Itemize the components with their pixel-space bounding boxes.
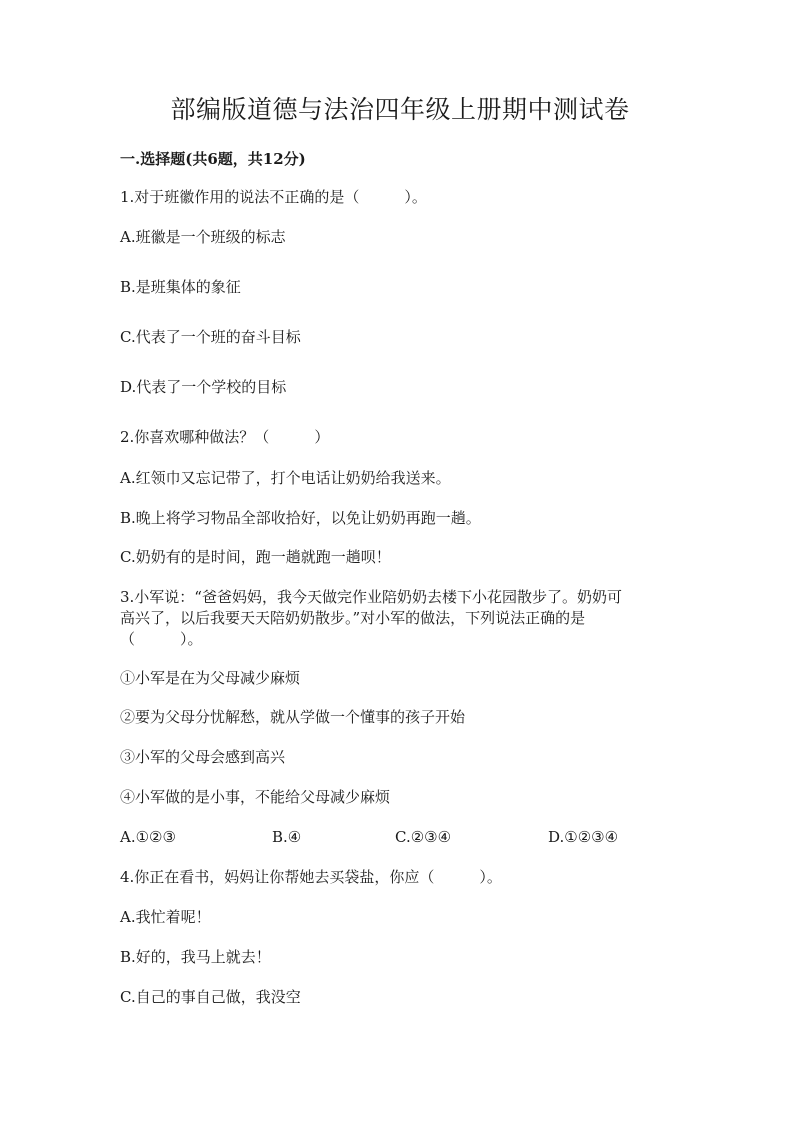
question-1-option-b: B.是班集体的象征 [120, 278, 241, 296]
question-4-option-c: C.自己的事自己做，我没空 [120, 988, 301, 1006]
question-1-option-d: D.代表了一个学校的目标 [120, 378, 287, 396]
question-2-option-a: A.红领巾又忘记带了，打个电话让奶奶给我送来。 [120, 469, 451, 487]
question-3-stem-line-3: （ ）。 [120, 630, 203, 648]
question-4-stem: 4.你正在看书，妈妈让你帮她去买袋盐，你应（ ）。 [120, 868, 502, 886]
question-3-option-c: C.②③④ [395, 828, 452, 846]
question-3-statement-3: ③小军的父母会感到高兴 [120, 748, 286, 766]
question-3-statement-1: ①小军是在为父母减少麻烦 [120, 669, 301, 687]
question-3-statement-2: ②要为父母分忧解愁，就从学做一个懂事的孩子开始 [120, 708, 466, 726]
question-3-option-d: D.①②③④ [548, 828, 619, 846]
question-3-statement-4: ④小军做的是小事，不能给父母减少麻烦 [120, 788, 391, 806]
question-3-stem-line-1: 3.小军说：“爸爸妈妈，我今天做完作业陪奶奶去楼下小花园散步了。奶奶可 [120, 588, 622, 606]
question-4-option-a: A.我忙着呢！ [120, 908, 211, 926]
question-2-option-b: B.晚上将学习物品全部收拾好，以免让奶奶再跑一趟。 [120, 509, 481, 527]
question-2-stem: 2.你喜欢哪种做法？（ ） [120, 428, 330, 446]
section-heading: 一.选择题(共6题，共12分) [120, 150, 306, 168]
question-1-option-a: A.班徽是一个班级的标志 [120, 228, 286, 246]
question-3-option-b: B.④ [272, 828, 302, 846]
question-4-option-b: B.好的，我马上就去！ [120, 948, 271, 966]
page-title: 部编版道德与法治四年级上册期中测试卷 [170, 95, 630, 124]
question-3-options-row [120, 826, 680, 848]
question-3-option-a: A.①②③ [120, 828, 176, 846]
question-1-option-c: C.代表了一个班的奋斗目标 [120, 328, 301, 346]
question-1-stem: 1.对于班徽作用的说法不正确的是（ ）。 [120, 188, 427, 206]
question-3-stem-line-2: 高兴了，以后我要天天陪奶奶散步。”对小军的做法，下列说法正确的是 [120, 609, 586, 627]
question-2-option-c: C.奶奶有的是时间，跑一趟就跑一趟呗！ [120, 548, 391, 566]
